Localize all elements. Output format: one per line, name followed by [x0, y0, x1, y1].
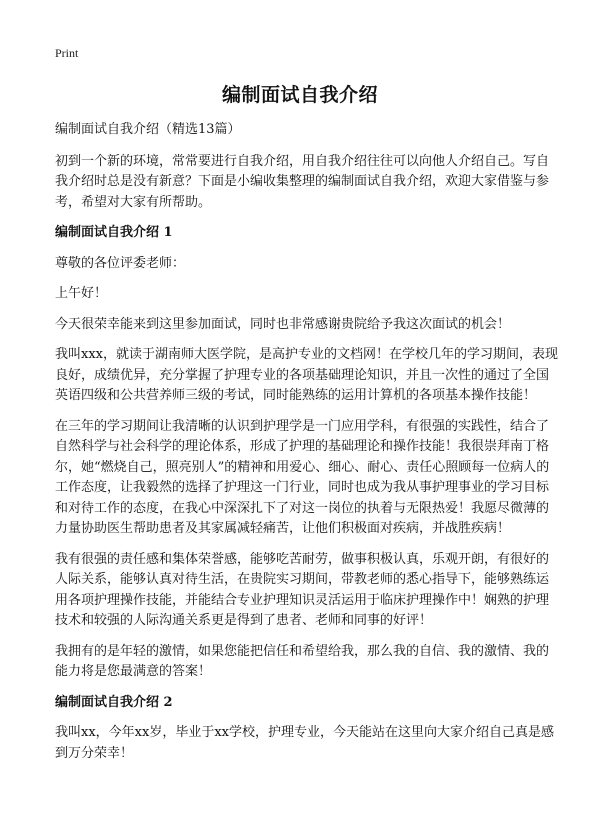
- document-subtitle: 编制面试自我介绍（精选13篇）: [55, 122, 241, 137]
- page-title: 编制面试自我介绍: [221, 84, 378, 106]
- section2-paragraph: 我叫xx，今年xx岁，毕业于xx学校，护理专业，今天能站在这里向大家介绍自己真是感到万分荣幸！: [55, 725, 554, 761]
- section1-paragraph: 我拥有的是年轻的激情，如果您能把信任和希望给我，那么我的自信、我的激情、我的能力将是您最满意的答案！: [55, 643, 550, 679]
- print-link[interactable]: Print: [55, 46, 79, 60]
- section1-paragraph: 今天很荣幸能来到这里参加面试，同时也非常感谢贵院给予我这次面试的机会！: [55, 316, 511, 332]
- section1-paragraph: 在三年的学习期间让我清晰的认识到护理学是一门应用学科，有很强的实践性，结合了自然科学与社会科学的理论体系，形成了护理的基础理论和操作技能！我很崇拜南丁格尔，她“燃烧自己，照亮别人”的精神和用爱心、细心、耐心、责任心照顾每一位病人的工作态度，让我毅然的选择了护理这一门行业，同时也成为我从事护理事业的学习目标和对待工作的态度，在我心中深深扎下了对这一岗位的执着与无限热爱！我愿尽微薄的力量协助医生帮助患者及其家属减轻痛苦，让他们积极面对疾病，并战胜疾病！: [55, 418, 550, 536]
- section-heading-1: 编制面试自我介绍 1: [55, 225, 173, 240]
- section1-paragraph: 我叫xxx，就读于湖南师大医学院，是高护专业的文档网！在学校几年的学习期间，表现良好，成绩优异，充分掌握了护理专业的各项基础理论知识，并且一次性的通过了全国英语四级和公共营养师三级的考试，同时能熟练的运用计算机的各项基本操作技能！: [55, 347, 558, 403]
- section1-paragraph: 尊敬的各位评委老师：: [55, 255, 186, 271]
- section1-paragraph: 上午好！: [55, 286, 108, 301]
- section1-paragraph: 我有很强的责任感和集体荣誉感，能够吃苦耐劳，做事积极认真，乐观开朗，有很好的人际关系，能够认真对待生活，在贵院实习期间，带教老师的悉心指导下，能够熟练运用各项护理操作技能，并能结合专业护理知识灵活运用于临床护理操作中！娴熟的护理技术和较强的人际沟通关系更是得到了患者、老师和同事的好评！: [55, 551, 550, 628]
- document-body: [55, 120, 560, 774]
- intro-paragraph: 初到一个新的环境，常常要进行自我介绍，用自我介绍往往可以向他人介绍自己。写自我介绍时总是没有新意？下面是小编收集整理的编制面试自我介绍，欢迎大家借鉴与参考，希望对大家有所帮助。: [55, 153, 550, 210]
- section-heading-2: 编制面试自我介绍 2: [55, 694, 173, 710]
